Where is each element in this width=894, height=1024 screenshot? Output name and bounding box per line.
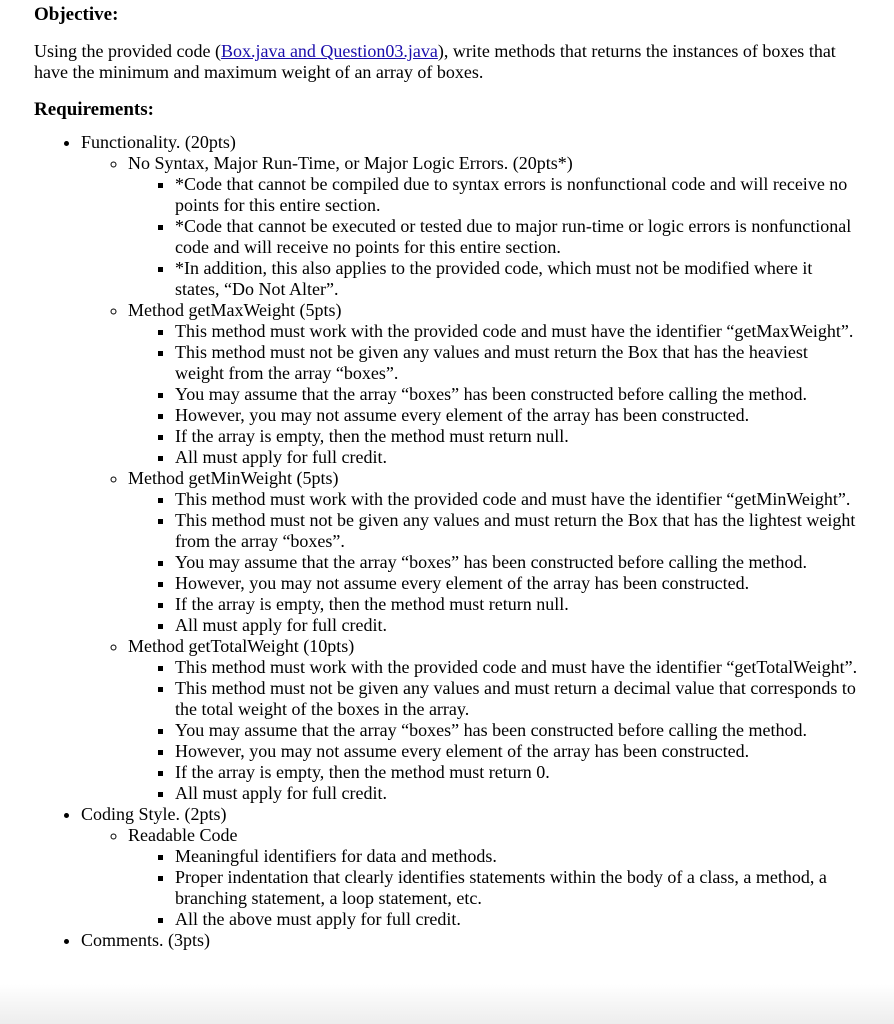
requirements-heading: Requirements:: [34, 99, 154, 120]
objective-heading: Objective:: [34, 4, 119, 25]
list-item: ▪ All must apply for full credit.: [175, 615, 860, 636]
list-item: ▪ If the array is empty, then the method must return null.: [175, 426, 860, 447]
comments-label: Comments. (3pts): [81, 930, 210, 950]
list-item: ▪ This method must not be given any values and must return a decimal value that corresponds to the total weight of the boxes in the array.: [175, 678, 860, 720]
readable-code-label: Readable Code: [128, 825, 238, 845]
list-item: ▪ However, you may not assume every element of the array has been constructed.: [175, 405, 860, 426]
list-item: ▪ Proper indentation that clearly identifies statements within the body of a class, a method, a branching statement, a loop statement, etc.: [175, 867, 860, 909]
list-item: ▪ However, you may not assume every element of the array has been constructed.: [175, 573, 860, 594]
readable-code-item: [128, 825, 860, 930]
provided-code-link[interactable]: Box.java and Question03.java: [220, 41, 438, 61]
functionality-label: Functionality. (20pts): [81, 132, 236, 152]
get-max-list: [128, 321, 860, 468]
coding-style-item: [81, 804, 860, 930]
no-errors-label: No Syntax, Major Run-Time, or Major Logic Errors. (20pts*): [128, 153, 573, 173]
objective-text-before: Using the provided code (: [34, 41, 221, 61]
list-item: ▪ Meaningful identifiers for data and methods.: [175, 846, 860, 867]
list-item: ▪ *Code that cannot be executed or tested due to major run-time or logic errors is nonfunctional code and will receive no points for this entire section.: [175, 216, 860, 258]
list-item: ▪ If the array is empty, then the method must return null.: [175, 594, 860, 615]
list-item: ▪ *In addition, this also applies to the provided code, which must not be modified where it states, “Do Not Alter”.: [175, 258, 860, 300]
comments-item: [81, 930, 860, 951]
get-max-item: [128, 300, 860, 468]
bottom-fade: [0, 984, 894, 1024]
list-item: ▪ All must apply for full credit.: [175, 783, 860, 804]
list-item: ▪ You may assume that the array “boxes” has been constructed before calling the method.: [175, 720, 860, 741]
readable-code-list: [128, 846, 860, 930]
get-max-label: Method getMaxWeight (5pts): [128, 300, 342, 320]
get-total-list: [128, 657, 860, 804]
list-item: ▪ All must apply for full credit.: [175, 447, 860, 468]
get-min-item: [128, 468, 860, 636]
list-item: ▪ If the array is empty, then the method must return 0.: [175, 762, 860, 783]
objective-text: [34, 41, 860, 83]
list-item: ▪ This method must work with the provided code and must have the identifier “getTotalWeight”.: [175, 657, 860, 678]
coding-style-sublist: [81, 825, 860, 930]
requirements-list: [34, 132, 860, 951]
list-item: ▪ This method must work with the provided code and must have the identifier “getMaxWeight”.: [175, 321, 860, 342]
get-min-label: Method getMinWeight (5pts): [128, 468, 339, 488]
get-total-label: Method getTotalWeight (10pts): [128, 636, 355, 656]
list-item: ▪ This method must not be given any values and must return the Box that has the lightest weight from the array “boxes”.: [175, 510, 860, 552]
list-item: ▪ This method must not be given any values and must return the Box that has the heaviest weight from the array “boxes”.: [175, 342, 860, 384]
get-min-list: [128, 489, 860, 636]
functionality-sublist: [81, 153, 860, 804]
list-item: ▪ *Code that cannot be compiled due to syntax errors is nonfunctional code and will receive no points for this entire section.: [175, 174, 860, 216]
list-item: ▪ This method must work with the provided code and must have the identifier “getMinWeight”.: [175, 489, 860, 510]
list-item: ▪ You may assume that the array “boxes” has been constructed before calling the method.: [175, 384, 860, 405]
objective-text-after: ), write methods that returns the instances of boxes that have the minimum and maximum weight of an array of boxes.: [34, 41, 836, 82]
list-item: ▪ However, you may not assume every element of the array has been constructed.: [175, 741, 860, 762]
no-errors-item: [128, 153, 860, 300]
no-errors-list: [128, 174, 860, 300]
list-item: ▪ You may assume that the array “boxes” has been constructed before calling the method.: [175, 552, 860, 573]
coding-style-label: Coding Style. (2pts): [81, 804, 227, 824]
list-item: ▪ All the above must apply for full credit.: [175, 909, 860, 930]
get-total-item: [128, 636, 860, 804]
functionality-item: [81, 132, 860, 804]
